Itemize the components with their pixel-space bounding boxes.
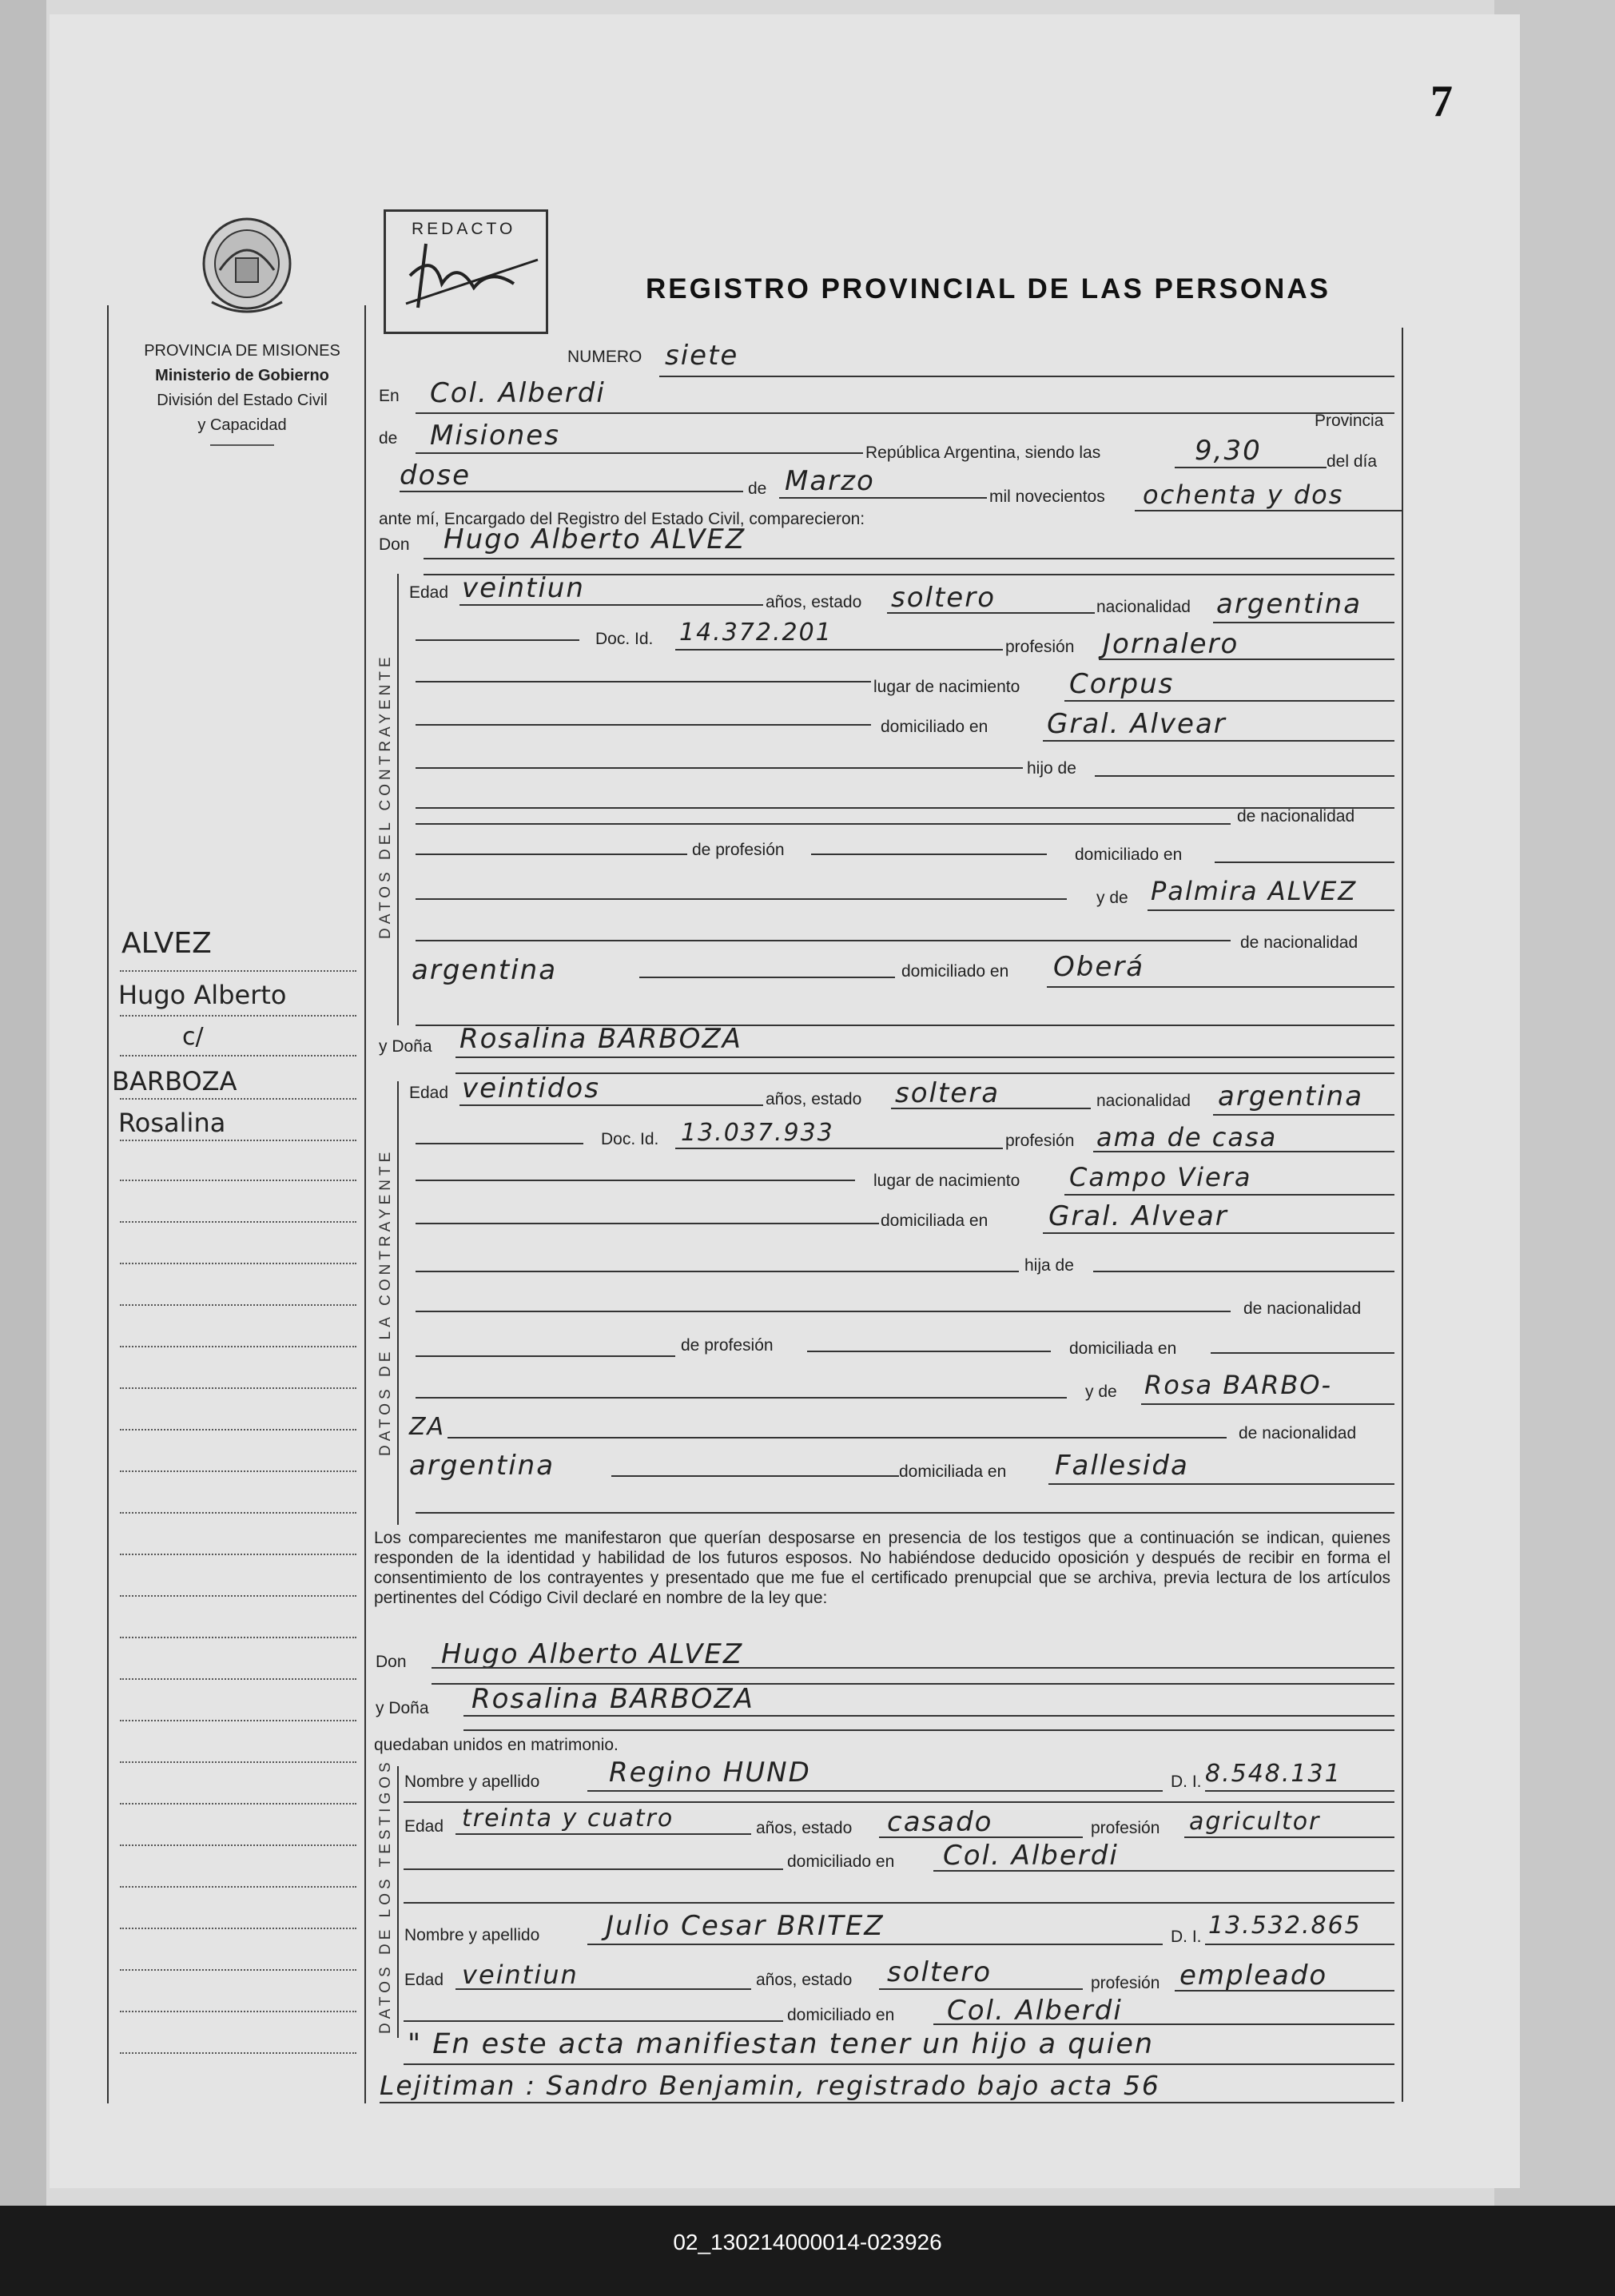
contrayenta-estado: soltera (895, 1077, 1000, 1109)
rule-testigo2-dom-prefix (404, 2020, 783, 2022)
declaracion-dona: Rosalina BARBOZA (471, 1683, 754, 1715)
rule-hijo-prefix (416, 767, 1023, 769)
margin-dotted-line (120, 1886, 356, 1888)
redacto-stamp (384, 209, 548, 334)
label-hijo-de: hijo de (1027, 759, 1076, 778)
label-nombre-apellido: Nombre y apellido (404, 1773, 540, 1791)
coat-of-arms-seal-icon (196, 214, 298, 321)
label-nacionalidad: nacionalidad (1096, 598, 1191, 616)
ministry-name: Ministerio de Gobierno (155, 367, 329, 384)
label-edad-t2: Edad (404, 1971, 444, 1989)
label-profesion-t2: profesión (1091, 1974, 1160, 1992)
label-en: En (379, 387, 400, 405)
label-domiciliado-t1: domiciliado en (787, 1852, 895, 1871)
label-domiciliado-padre: domiciliado en (1075, 846, 1183, 864)
label-de-nacionalidad-2: de nacionalidad (1243, 1299, 1362, 1318)
label-de-nacionalidad: de nacionalidad (1237, 807, 1355, 826)
testigo2-domicilio: Col. Alberdi (947, 1995, 1123, 2027)
acta-numero: siete (665, 340, 739, 372)
redacto-label: REDACTO (412, 220, 516, 238)
margin-dotted-line (120, 1098, 356, 1100)
contrayente-bracket (397, 574, 399, 1025)
rule-hija (1093, 1271, 1394, 1272)
declaration-paragraph: Los comparecientes me manifestaron que querían desposarse en presencia de los testigos que a continuación se indican, quienes responden de la identidad y habilidad de los futuros esposos. No habiéndose deducido oposición y después de recibir en forma el consentimiento de los contrayentes y presentado que me fue el certificado prenupcial que se archiva, previa lectura de los artículos pertinentes del Código Civil declaré en nombre de la ley que: (374, 1529, 1390, 1607)
rule-declaracion-dona-2 (463, 1729, 1394, 1731)
rule-doc (675, 649, 1003, 651)
side-label-contrayenta: DATOS DE LA CONTRAYENTE (377, 1148, 394, 1456)
margin-dotted-line (120, 1595, 356, 1597)
margin-dotted-line (120, 1387, 356, 1389)
contrayenta-edad: veintidos (462, 1072, 600, 1104)
contrayenta-profesion: ama de casa (1096, 1122, 1278, 1152)
rule-dom-prefix-2 (416, 1223, 879, 1224)
rule-doc-2 (675, 1148, 1003, 1149)
margin-dotted-line (120, 1304, 356, 1306)
margin-dotted-line (120, 970, 356, 972)
rule-declaracion-don (432, 1667, 1394, 1669)
inner-margin-line (364, 305, 366, 2103)
label-provincia: Provincia (1315, 412, 1384, 430)
province-name: PROVINCIA DE MISIONES (144, 342, 340, 360)
margin-dotted-line (120, 1969, 356, 1971)
margin-dotted-line (120, 1761, 356, 1763)
testigo1-nombre: Regino HUND (609, 1757, 811, 1789)
label-domiciliado-t2: domiciliado en (787, 2006, 895, 2024)
label-republica: República Argentina, siendo las (865, 444, 1101, 462)
rule-hijo (1095, 775, 1394, 777)
label-y-dona-2: y Doña (376, 1699, 429, 1717)
acta-anio: ochenta y dos (1143, 479, 1344, 510)
testigo1-estado: casado (887, 1806, 993, 1838)
label-de: de (379, 429, 398, 448)
rule-profesion-padre (811, 854, 1047, 855)
margin-connector: c/ (182, 1023, 204, 1051)
left-margin-line (107, 305, 109, 2103)
rule-testigo1-estado (879, 1836, 1083, 1838)
rule-madre-dom (1047, 986, 1394, 988)
rule-testigo2-edad (455, 1988, 751, 1990)
testigo2-edad: veintiun (462, 1960, 579, 1990)
testigo1-domicilio: Col. Alberdi (943, 1840, 1119, 1872)
rule-provincia (416, 452, 863, 454)
rule-estado (887, 612, 1095, 614)
contrayenta-madre-nac: argentina (409, 1450, 555, 1482)
margin-dotted-line (120, 1637, 356, 1638)
rule-domicilio (1043, 740, 1394, 742)
margin-dotted-line (120, 1803, 356, 1805)
contrayente-profesion: Jornalero (1103, 628, 1239, 660)
rule-testigo1-edad (455, 1833, 751, 1835)
label-de-nacionalidad-madre: de nacionalidad (1240, 933, 1358, 952)
label-doc: Doc. Id. (595, 630, 654, 648)
margin-dotted-line (120, 2011, 356, 2012)
rule-padre-contrayenta (416, 1311, 1231, 1312)
rule-madre-nac-2 (611, 1475, 899, 1477)
rule-profesion-2 (1093, 1151, 1394, 1152)
margin-dotted-line (120, 1512, 356, 1514)
label-edad-t1: Edad (404, 1817, 444, 1836)
rule-dom-prefix (416, 724, 871, 726)
rule-hora (1175, 467, 1327, 468)
margin-dotted-line (120, 1844, 356, 1846)
contrayente-madre-nac: argentina (412, 954, 558, 986)
rule-anio (1135, 510, 1402, 511)
division-name: División del Estado Civil (157, 392, 328, 409)
label-edad-2: Edad (409, 1084, 449, 1102)
margin-dotted-line (120, 1554, 356, 1555)
rule-nacionalidad-2 (1213, 1114, 1394, 1116)
contrayente-madre-dom: Oberá (1053, 951, 1145, 983)
rule-madre-dom-2 (1048, 1483, 1394, 1485)
rule-hija-prefix (416, 1271, 1019, 1272)
rule-profesion-padre-prefix (416, 854, 687, 855)
label-mil-novecientos: mil novecientos (989, 487, 1105, 506)
contrayenta-lugar-nac: Campo Viera (1069, 1162, 1252, 1192)
contrayenta-madre-1: Rosa BARBO- (1144, 1370, 1333, 1400)
rule-contrayenta-end (416, 1512, 1394, 1514)
contrayenta-nombre: Rosalina BARBOZA (459, 1023, 742, 1055)
label-del-dia: del día (1327, 452, 1378, 471)
rule-testigo1-profesion (1184, 1836, 1394, 1838)
contrayente-lugar-nac: Corpus (1069, 668, 1175, 700)
rule-mes (779, 497, 987, 499)
rule-domicilio-padre (1215, 861, 1394, 863)
right-margin-line (1402, 328, 1403, 2102)
contrayente-estado: soltero (891, 582, 996, 614)
label-profesion-t1: profesión (1091, 1819, 1160, 1837)
rule-testigo2-nombre (587, 1944, 1163, 1945)
label-domiciliada: domiciliada en (881, 1212, 988, 1230)
rule-domicilio-padre-2 (1211, 1352, 1394, 1354)
rule-madre (1148, 909, 1394, 911)
rule-testigo2-di (1205, 1944, 1394, 1945)
margin-given-1: Hugo Alberto (118, 980, 287, 1010)
rule-testigo2-domicilio (933, 2023, 1394, 2025)
label-don-2: Don (376, 1653, 407, 1671)
rule-edad (459, 604, 763, 606)
rule-testigo1-domicilio (933, 1870, 1394, 1872)
margin-dotted-line (120, 1678, 356, 1680)
label-edad: Edad (409, 583, 449, 602)
testigo2-estado: soltero (887, 1956, 992, 1988)
rule-madre-2a (1141, 1403, 1394, 1405)
contrayenta-bracket (397, 1081, 399, 1525)
label-de-profesion: de profesión (692, 841, 785, 859)
rule-profesion (1099, 659, 1394, 660)
contrayenta-nacionalidad: argentina (1218, 1080, 1364, 1112)
acta-lugar: Col. Alberdi (430, 377, 606, 409)
margin-dotted-line (120, 1470, 356, 1472)
testigos-bracket (397, 1766, 399, 2038)
label-nombre-apellido-2: Nombre y apellido (404, 1926, 540, 1944)
margin-dotted-line (120, 1055, 356, 1056)
rule-profesion-padre-2 (807, 1351, 1051, 1352)
label-y-de-2: y de (1085, 1383, 1117, 1401)
contrayenta-doc: 13.037.933 (681, 1119, 834, 1147)
margin-dotted-line (120, 1720, 356, 1721)
rule-domicilio-2 (1043, 1232, 1394, 1234)
rule-doc-prefix-2 (416, 1143, 583, 1144)
testigo2-di: 13.532.865 (1208, 1912, 1362, 1940)
side-label-contrayente: DATOS DEL CONTRAYENTE (377, 653, 394, 939)
margin-dotted-line (120, 1015, 356, 1017)
margin-given-2: Rosalina (118, 1108, 226, 1138)
label-lugar-nac-2: lugar de nacimiento (873, 1172, 1020, 1190)
margin-dotted-line (120, 1263, 356, 1264)
margin-surname-1: ALVEZ (121, 927, 212, 960)
margin-dotted-line (120, 1429, 356, 1431)
rule-lugar-nac (1064, 700, 1394, 702)
contrayenta-domicilio: Gral. Alvear (1048, 1200, 1228, 1232)
margin-dotted-line (120, 1346, 356, 1347)
declaracion-don: Hugo Alberto ALVEZ (441, 1638, 744, 1670)
label-doc-2: Doc. Id. (601, 1130, 659, 1148)
document-title: REGISTRO PROVINCIAL DE LAS PERSONAS (646, 273, 1331, 304)
label-profesion-2: profesión (1005, 1132, 1075, 1150)
contrayenta-madre-2: ZA (409, 1413, 446, 1441)
rule-madre-prefix (416, 898, 1067, 900)
rule-numero (659, 376, 1394, 377)
rule-note-1 (404, 2063, 1394, 2065)
margin-dotted-line (120, 1140, 356, 1141)
contrayente-nombre: Hugo Alberto ALVEZ (444, 523, 746, 555)
rule-testigo2-profesion (1175, 1990, 1394, 1992)
testigo1-profesion: agricultor (1189, 1808, 1321, 1836)
margin-dotted-line (120, 1221, 356, 1223)
rule-madre-nac (639, 977, 895, 978)
label-de-profesion-2: de profesión (681, 1336, 774, 1355)
label-domiciliado-madre: domiciliado en (901, 962, 1009, 981)
rule-nacionalidad (1213, 622, 1394, 623)
rule-note-2 (380, 2102, 1394, 2103)
label-di: D. I. (1171, 1773, 1202, 1791)
note-line-1: " En este acta manifiestan tener un hijo a quien (408, 2028, 1155, 2060)
contrayente-madre: Palmira ALVEZ (1151, 876, 1358, 906)
margin-dotted-line (120, 2052, 356, 2054)
rule-lugar-nac-2 (1064, 1194, 1394, 1196)
side-label-testigos: DATOS DE LOS TESTIGOS (377, 1758, 394, 2034)
contrayente-domicilio: Gral. Alvear (1047, 708, 1227, 740)
label-lugar-nac: lugar de nacimiento (873, 678, 1020, 696)
label-anos-estado-t2: años, estado (756, 1971, 853, 1989)
rule-testigo1-di (1205, 1790, 1394, 1792)
contrayente-nacionalidad: argentina (1216, 588, 1362, 620)
note-line-2: Lejitiman : Sandro Benjamin, registrado bajo acta 56 (380, 2070, 1160, 2101)
testigo1-di: 8.548.131 (1205, 1760, 1342, 1788)
contrayenta-madre-dom: Fallesida (1055, 1450, 1189, 1482)
label-quedaban: quedaban unidos en matrimonio. (374, 1736, 619, 1754)
margin-dotted-line (120, 1928, 356, 1929)
label-anos-estado-t1: años, estado (756, 1819, 853, 1837)
book-left-edge (0, 0, 46, 2206)
image-id-footer: 02_130214000014-023926 (673, 2230, 942, 2254)
rule-edad-2 (459, 1104, 763, 1106)
rule-testigo1-end (404, 1902, 1394, 1904)
label-profesion: profesión (1005, 638, 1075, 656)
margin-surname-2: BARBOZA (112, 1066, 237, 1096)
rule-madre-2b (448, 1437, 1227, 1438)
rule-testigo1-dom-prefix (404, 1868, 783, 1870)
label-anos-estado: años, estado (766, 593, 862, 611)
signature-scribble-icon (386, 212, 546, 332)
acta-provincia: Misiones (430, 420, 560, 452)
label-de-nacionalidad-madre-2: de nacionalidad (1239, 1424, 1357, 1442)
label-domiciliada-padre: domiciliada en (1069, 1339, 1177, 1358)
label-domiciliado: domiciliado en (881, 718, 988, 736)
testigo1-edad: treinta y cuatro (462, 1805, 674, 1832)
label-domiciliada-madre: domiciliada en (899, 1462, 1007, 1481)
rule-dia (400, 491, 743, 492)
rule-lugar-prefix-2 (416, 1180, 855, 1181)
label-y-dona: y Doña (379, 1037, 432, 1056)
rule-padre-2 (416, 823, 1231, 825)
testigo2-nombre: Julio Cesar BRITEZ (606, 1910, 885, 1942)
label-de-mes: de (748, 479, 767, 498)
rule-lugar (416, 412, 1394, 414)
margin-dotted-line (120, 1180, 356, 1181)
label-di-2: D. I. (1171, 1928, 1202, 1946)
rule-contrayenta-nombre (455, 1056, 1394, 1058)
testigo2-profesion: empleado (1179, 1960, 1328, 1992)
rule-testigo1-nombre (587, 1790, 1163, 1792)
rule-doc-prefix (416, 639, 579, 641)
label-don: Don (379, 535, 410, 554)
label-y-de: y de (1096, 889, 1128, 907)
province-block (120, 339, 364, 446)
rule-declaracion-dona (463, 1715, 1394, 1717)
division-name-2: y Capacidad (197, 416, 287, 434)
label-numero: NUMERO (567, 348, 642, 366)
acta-mes: Marzo (785, 465, 875, 497)
rule-estado-2 (891, 1108, 1091, 1109)
rule-madre-prefix-2 (416, 1397, 1067, 1399)
page-number: 7 (1430, 77, 1453, 126)
rule-madre-2 (416, 940, 1231, 941)
label-ante-mi: ante mí, Encargado del Registro del Estado Civil, comparecieron: (379, 510, 865, 528)
label-anos-estado-2: años, estado (766, 1090, 862, 1108)
rule-lugar-prefix (416, 681, 871, 682)
acta-dia: dose (400, 460, 471, 491)
rule-testigo2-estado (879, 1988, 1083, 1990)
province-divider (210, 444, 274, 446)
rule-profesion-padre-prefix-2 (416, 1355, 675, 1357)
rule-contrayente-nombre (424, 558, 1394, 559)
rule-testigo1-sep (404, 1801, 1394, 1803)
label-nacionalidad-2: nacionalidad (1096, 1092, 1191, 1110)
contrayente-doc: 14.372.201 (679, 619, 833, 647)
acta-hora: 9,30 (1195, 435, 1262, 467)
label-hija-de: hija de (1024, 1256, 1074, 1275)
contrayente-edad: veintiun (462, 572, 585, 604)
